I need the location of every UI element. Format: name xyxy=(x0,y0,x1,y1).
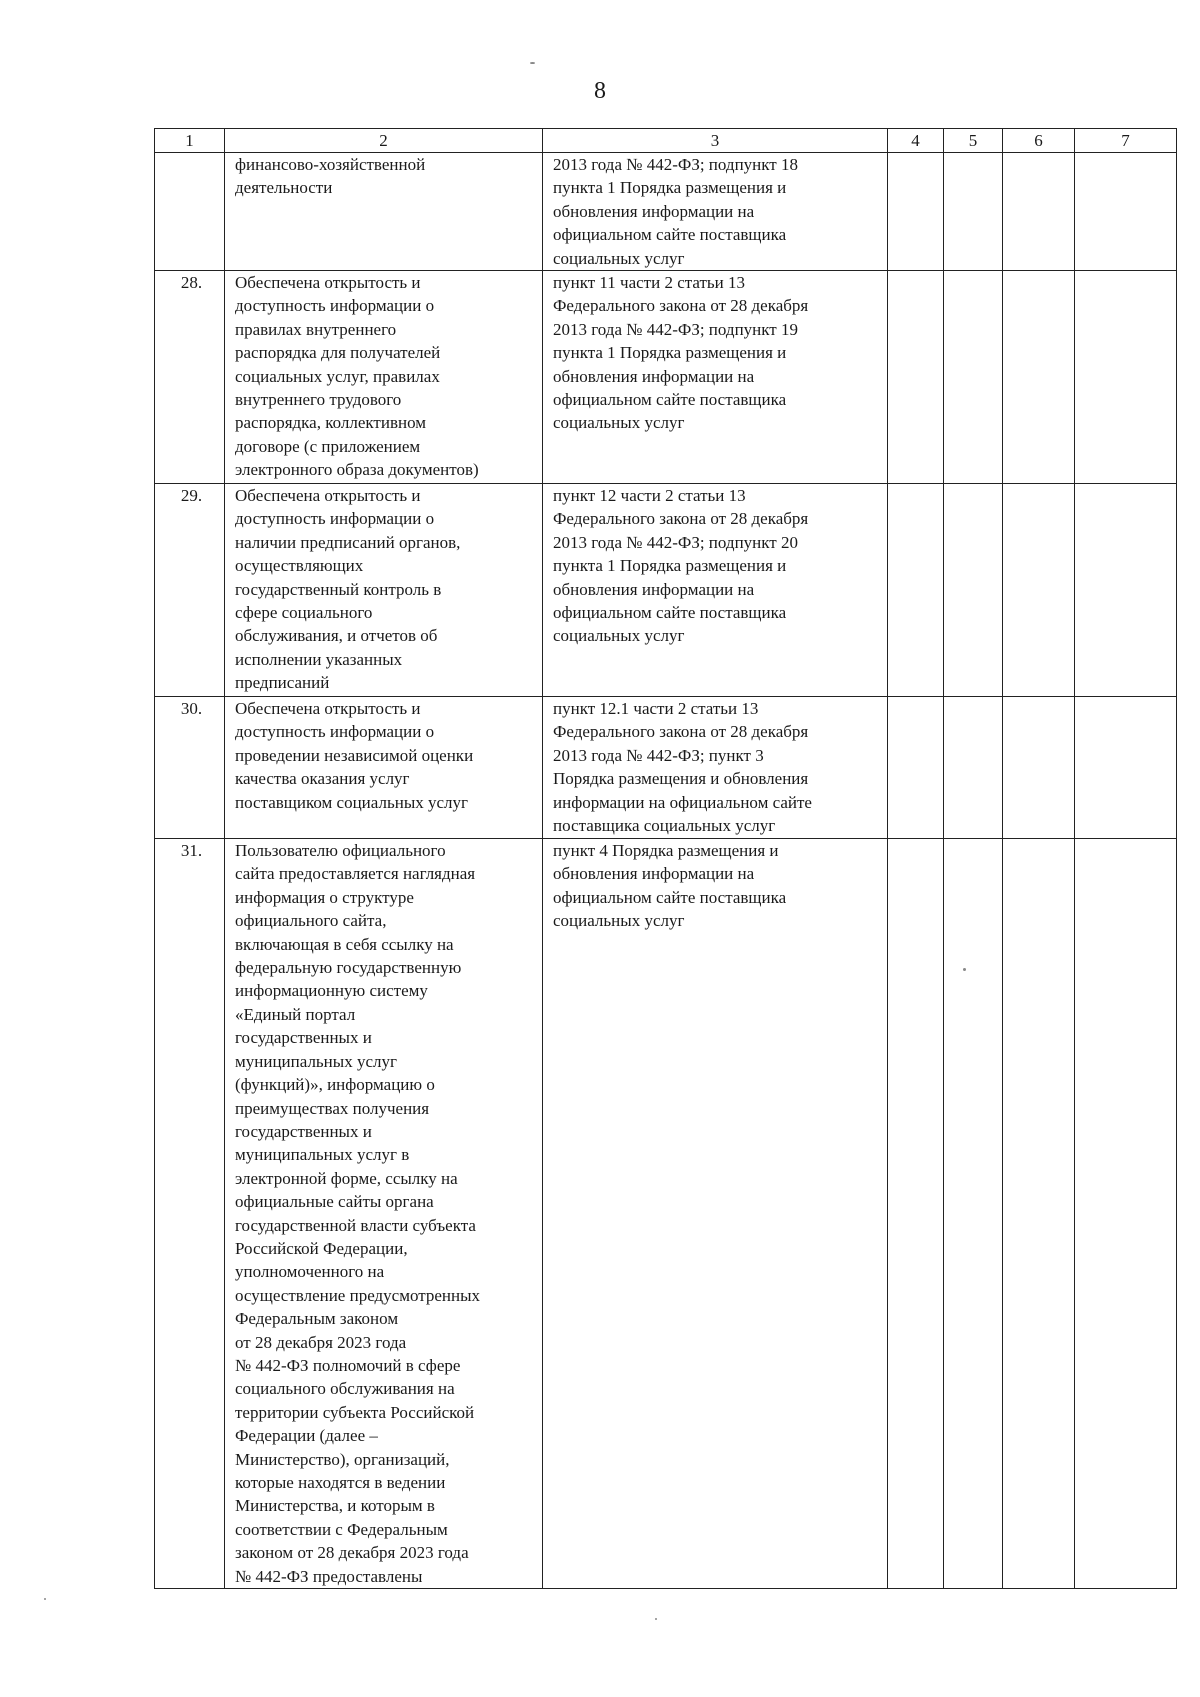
mark-cell xyxy=(1075,697,1177,839)
mark-cell xyxy=(888,271,944,484)
criterion-cell: Обеспечена открытость и доступность информации о наличии предписаний органов, осуществляющих государственный контроль в сфере социального обслуживания, и отчетов об исполнении указанных предписаний xyxy=(225,484,543,697)
mark-cell xyxy=(944,697,1003,839)
mark-cell xyxy=(888,484,944,697)
column-header: 3 xyxy=(543,129,888,153)
table-row xyxy=(155,153,1177,271)
row-number xyxy=(155,153,225,271)
legal-basis-cell: пункт 4 Порядка размещения и обновления информации на официальном сайте поставщика социальных услуг xyxy=(543,839,888,1589)
criterion-cell: Обеспечена открытость и доступность информации о правилах внутреннего распорядка для получателей социальных услуг, правилах внутреннего трудового распорядка, коллективном договоре (с приложением электронного образа документов) xyxy=(225,271,543,484)
mark-cell xyxy=(1075,839,1177,1589)
scan-speck xyxy=(44,1598,46,1600)
mark-cell xyxy=(888,839,944,1589)
table-row xyxy=(155,271,1177,484)
table-row xyxy=(155,484,1177,697)
table-header-row xyxy=(155,129,1177,153)
criterion-cell: Обеспечена открытость и доступность информации о проведении независимой оценки качества оказания услуг поставщиком социальных услуг xyxy=(225,697,543,839)
table-row xyxy=(155,839,1177,1589)
mark-cell xyxy=(944,153,1003,271)
table-row xyxy=(155,697,1177,839)
legal-basis-cell: пункт 11 части 2 статьи 13 Федерального закона от 28 декабря 2013 года № 442-ФЗ; подпункт 19 пункта 1 Порядка размещения и обновления информации на официальном сайте поставщика социальных услуг xyxy=(543,271,888,484)
legal-basis-cell: пункт 12 части 2 статьи 13 Федерального закона от 28 декабря 2013 года № 442-ФЗ; подпункт 20 пункта 1 Порядка размещения и обновления информации на официальном сайте поставщика социальных услуг xyxy=(543,484,888,697)
mark-cell xyxy=(1075,484,1177,697)
row-number: 30. xyxy=(155,697,225,839)
column-header: 7 xyxy=(1075,129,1177,153)
scan-speck xyxy=(655,1618,657,1620)
row-number: 29. xyxy=(155,484,225,697)
mark-cell xyxy=(1003,839,1075,1589)
column-header: 5 xyxy=(944,129,1003,153)
mark-cell xyxy=(1075,153,1177,271)
column-header: 1 xyxy=(155,129,225,153)
criterion-cell: финансово-хозяйственной деятельности xyxy=(225,153,543,271)
mark-cell xyxy=(1075,271,1177,484)
mark-cell xyxy=(944,271,1003,484)
mark-cell xyxy=(1003,484,1075,697)
mark-cell xyxy=(1003,153,1075,271)
scan-speck xyxy=(963,968,966,971)
legal-basis-cell: пункт 12.1 части 2 статьи 13 Федерального закона от 28 декабря 2013 года № 442-ФЗ; пункт 3 Порядка размещения и обновления информации на официальном сайте поставщика социальных услуг xyxy=(543,697,888,839)
mark-cell xyxy=(888,153,944,271)
legal-basis-cell: 2013 года № 442-ФЗ; подпункт 18 пункта 1 Порядка размещения и обновления информации на официальном сайте поставщика социальных услуг xyxy=(543,153,888,271)
mark-cell xyxy=(944,484,1003,697)
column-header: 4 xyxy=(888,129,944,153)
mark-cell xyxy=(944,839,1003,1589)
mark-cell xyxy=(1003,697,1075,839)
checklist-table xyxy=(154,128,1177,1589)
row-number: 31. xyxy=(155,839,225,1589)
page-number: 8 xyxy=(594,78,606,104)
mark-cell xyxy=(888,697,944,839)
mark-cell xyxy=(1003,271,1075,484)
scan-speck xyxy=(530,62,535,64)
criterion-cell: Пользователю официального сайта предоставляется наглядная информация о структуре официального сайта, включающая в себя ссылку на федеральную государственную информационную систему «Единый портал государственных и муниципальных услуг (функций)», информацию о преимуществах получения государственных и муниципальных услуг в электронной форме, ссылку на официальные сайты органа государственной власти субъекта Российской Федерации, уполномоченного на осуществление предусмотренных Федеральным законом от 28 декабря 2023 года № 442-ФЗ полномочий в сфере социального обслуживания на территории субъекта Российской Федерации (далее – Министерство), организаций, которые находятся в ведении Министерства, и которым в соответствии с Федеральным законом от 28 декабря 2023 года № 442-ФЗ предоставлены xyxy=(225,839,543,1589)
column-header: 2 xyxy=(225,129,543,153)
column-header: 6 xyxy=(1003,129,1075,153)
row-number: 28. xyxy=(155,271,225,484)
